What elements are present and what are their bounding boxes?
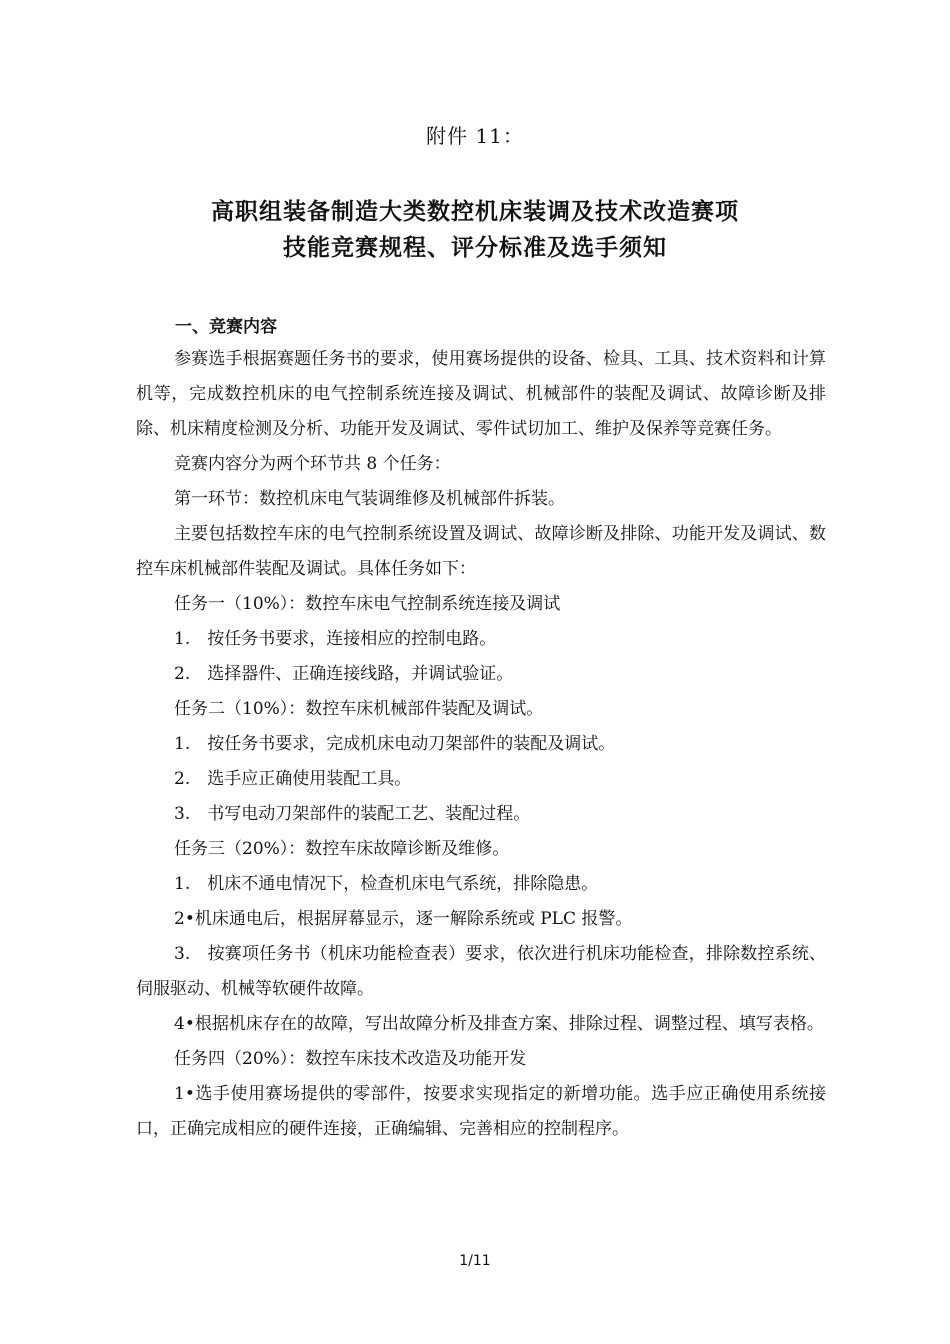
annex-label: 附件 11： (426, 124, 524, 148)
document-title-line-1: 高职组装备制造大类数控机床装调及技术改造赛项 (211, 199, 739, 225)
list-item: 4•根据机床存在的故障，写出故障分析及排查方案、排除过程、调整过程、填写表格。 (174, 1014, 824, 1034)
task-heading: 任务四（20%）：数控车床技术改造及功能开发 (174, 1049, 527, 1069)
list-item: 2. 选择器件、正确连接线路，并调试验证。 (174, 664, 514, 684)
section-body (136, 342, 826, 1147)
paragraph: 主要包括数控车床的电气控制系统设置及调试、故障诊断及排除、功能开发及调试、数控车床机械部件装配及调试。具体任务如下： (136, 524, 826, 579)
list-item: 2. 选手应正确使用装配工具。 (174, 769, 412, 789)
list-item: 3. 书写电动刀架部件的装配工艺、装配过程。 (174, 804, 531, 824)
list-item: 2•机床通电后，根据屏幕显示，逐一解除系统或 PLC 报警。 (174, 909, 633, 929)
section-heading: 一、竞赛内容 (175, 317, 277, 337)
list-item: 3. 按赛项任务书（机床功能检查表）要求，依次进行机床功能检查，排除数控系统、伺服驱动、机械等软硬件故障。 (136, 944, 826, 999)
document-title-line-2: 技能竞赛规程、评分标准及选手须知 (283, 235, 667, 261)
paragraph: 参赛选手根据赛题任务书的要求，使用赛场提供的设备、检具、工具、技术资料和计算机等，完成数控机床的电气控制系统连接及调试、机械部件的装配及调试、故障诊断及排除、机床精度检测及分析、功能开发及调试、零件试切加工、维护及保养等竞赛任务。 (136, 349, 826, 439)
list-item: 1. 按任务书要求，完成机床电动刀架部件的装配及调试。 (174, 734, 616, 754)
paragraph: 第一环节：数控机床电气装调维修及机械部件拆装。 (174, 489, 565, 509)
page-number: 1/11 (459, 1253, 491, 1269)
paragraph: 竞赛内容分为两个环节共 8 个任务： (174, 454, 451, 474)
list-item: 1•选手使用赛场提供的零部件，按要求实现指定的新增功能。选手应正确使用系统接口，正确完成相应的硬件连接，正确编辑、完善相应的控制程序。 (136, 1084, 826, 1139)
list-item: 1. 机床不通电情况下，检查机床电气系统，排除隐患。 (174, 874, 599, 894)
list-item: 1. 按任务书要求，连接相应的控制电路。 (174, 629, 497, 649)
task-heading: 任务二（10%）：数控车床机械部件装配及调试。 (174, 699, 544, 719)
task-heading: 任务三（20%）：数控车床故障诊断及维修。 (174, 839, 510, 859)
task-heading: 任务一（10%）：数控车床电气控制系统连接及调试 (174, 594, 561, 614)
